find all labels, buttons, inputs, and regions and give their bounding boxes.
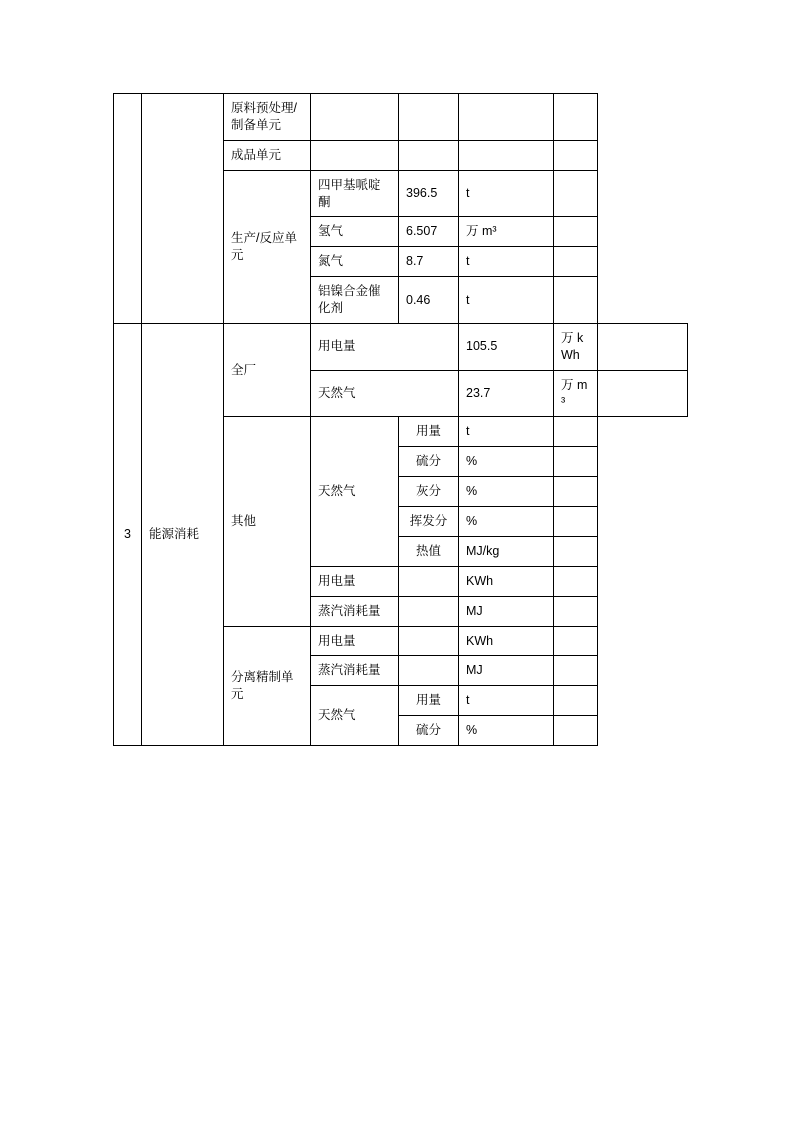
cell-note bbox=[554, 477, 598, 507]
cell-note bbox=[554, 217, 598, 247]
table-row bbox=[114, 323, 688, 370]
cell-uom: 万 m³ bbox=[554, 370, 598, 417]
cell-item: 天然气 bbox=[311, 370, 459, 417]
cell-value bbox=[399, 656, 459, 686]
cell-uom: MJ bbox=[459, 596, 554, 626]
cell-uom: KWh bbox=[459, 566, 554, 596]
cell-subitem: 硫分 bbox=[399, 447, 459, 477]
cell-value: 105.5 bbox=[459, 323, 554, 370]
cell-value: 396.5 bbox=[399, 170, 459, 217]
cell-unit: 生产/反应单元 bbox=[224, 170, 311, 323]
cell-uom: % bbox=[459, 507, 554, 537]
cell-uom: % bbox=[459, 477, 554, 507]
cell-value bbox=[399, 596, 459, 626]
cell-note bbox=[554, 247, 598, 277]
cell-subitem: 硫分 bbox=[399, 716, 459, 746]
cell-uom: t bbox=[459, 277, 554, 324]
cell-uom bbox=[459, 140, 554, 170]
cell-note bbox=[554, 277, 598, 324]
cell-item: 四甲基哌啶酮 bbox=[311, 170, 399, 217]
cell-category bbox=[142, 94, 224, 324]
cell-note bbox=[554, 94, 598, 141]
cell-unit: 原料预处理/制备单元 bbox=[224, 94, 311, 141]
cell-note bbox=[598, 323, 688, 370]
cell-item: 天然气 bbox=[311, 417, 399, 566]
cell-uom: % bbox=[459, 447, 554, 477]
cell-value bbox=[399, 566, 459, 596]
cell-item: 氮气 bbox=[311, 247, 399, 277]
cell-note bbox=[554, 447, 598, 477]
cell-uom: t bbox=[459, 247, 554, 277]
cell-uom: % bbox=[459, 716, 554, 746]
cell-note bbox=[554, 566, 598, 596]
cell-subitem: 用量 bbox=[399, 686, 459, 716]
cell-subitem: 热值 bbox=[399, 536, 459, 566]
cell-uom: 万 m³ bbox=[459, 217, 554, 247]
cell-index: 3 bbox=[114, 323, 142, 745]
cell-item: 用电量 bbox=[311, 566, 399, 596]
cell-item bbox=[311, 94, 399, 141]
cell-item: 蒸汽消耗量 bbox=[311, 656, 399, 686]
cell-unit: 成品单元 bbox=[224, 140, 311, 170]
cell-subitem: 灰分 bbox=[399, 477, 459, 507]
cell-item: 用电量 bbox=[311, 626, 399, 656]
cell-note bbox=[554, 536, 598, 566]
cell-item bbox=[311, 140, 399, 170]
cell-unit: 全厂 bbox=[224, 323, 311, 417]
cell-uom bbox=[459, 94, 554, 141]
cell-uom: 万 kWh bbox=[554, 323, 598, 370]
cell-note bbox=[554, 417, 598, 447]
cell-value bbox=[399, 140, 459, 170]
cell-note bbox=[554, 596, 598, 626]
cell-value: 8.7 bbox=[399, 247, 459, 277]
cell-item: 铝镍合金催化剂 bbox=[311, 277, 399, 324]
energy-consumption-table bbox=[113, 93, 688, 746]
cell-value bbox=[399, 626, 459, 656]
energy-consumption-table-wrapper bbox=[113, 93, 688, 746]
cell-uom: t bbox=[459, 170, 554, 217]
cell-note bbox=[598, 370, 688, 417]
cell-subitem: 挥发分 bbox=[399, 507, 459, 537]
cell-value: 0.46 bbox=[399, 277, 459, 324]
cell-note bbox=[554, 507, 598, 537]
cell-unit: 分离精制单元 bbox=[224, 626, 311, 746]
cell-uom: KWh bbox=[459, 626, 554, 656]
cell-category: 能源消耗 bbox=[142, 323, 224, 745]
cell-value: 6.507 bbox=[399, 217, 459, 247]
cell-value bbox=[399, 94, 459, 141]
cell-note bbox=[554, 626, 598, 656]
table-row bbox=[114, 94, 688, 141]
cell-unit: 其他 bbox=[224, 417, 311, 626]
cell-item: 氢气 bbox=[311, 217, 399, 247]
cell-value: 23.7 bbox=[459, 370, 554, 417]
cell-item: 用电量 bbox=[311, 323, 459, 370]
cell-note bbox=[554, 716, 598, 746]
cell-uom: MJ/kg bbox=[459, 536, 554, 566]
cell-item: 天然气 bbox=[311, 686, 399, 746]
cell-note bbox=[554, 140, 598, 170]
cell-uom: MJ bbox=[459, 656, 554, 686]
cell-subitem: 用量 bbox=[399, 417, 459, 447]
cell-index bbox=[114, 94, 142, 324]
cell-uom: t bbox=[459, 417, 554, 447]
cell-note bbox=[554, 686, 598, 716]
cell-uom: t bbox=[459, 686, 554, 716]
cell-item: 蒸汽消耗量 bbox=[311, 596, 399, 626]
cell-note bbox=[554, 170, 598, 217]
cell-note bbox=[554, 656, 598, 686]
